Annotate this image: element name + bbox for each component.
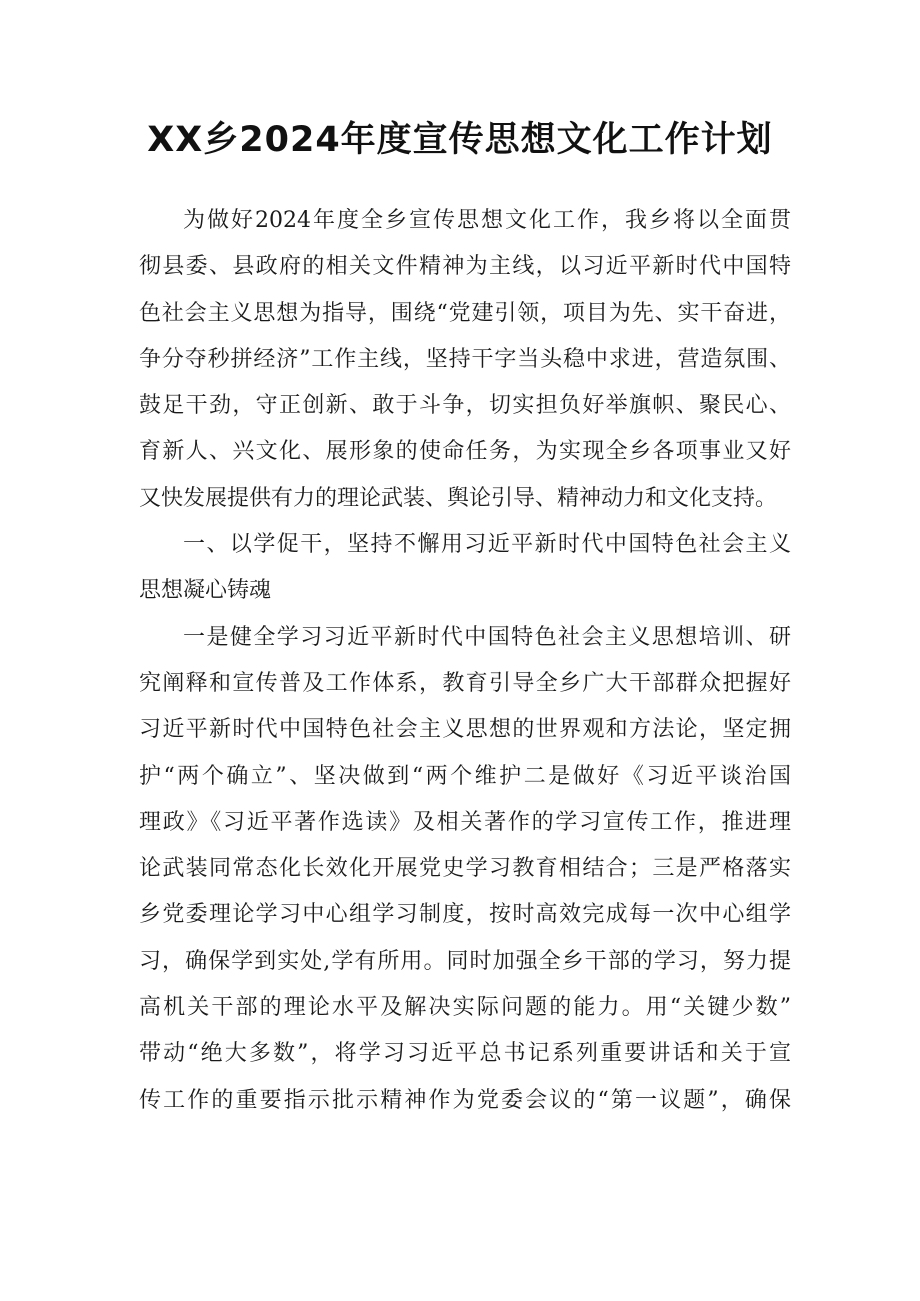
section-heading-line: 思想凝心铸魂 [139,578,272,604]
text-line: 传工作的重要指示批示精神作为党委会议的“第一议题”，确保 [139,1087,791,1113]
text-line: 色社会主义思想为指导，围绕“党建引领，项目为先、实干奋进， [139,300,791,326]
text-line: 一是健全学习习近平新时代中国特色社会主义思想培训、研 [183,624,791,650]
text-line: 习近平新时代中国特色社会主义思想的世界观和方法论，坚定拥 [139,717,791,743]
text-line: 理政》《习近平著作选读》及相关著作的学习宣传工作，推进理 [139,809,791,835]
text-line: 鼓足干劲，守正创新、敢于斗争，切实担负好举旗帜、聚民心、 [139,393,791,419]
text-line: 高机关干部的理论水平及解决实际问题的能力。用“关键少数” [139,995,791,1021]
text-line: 为做好2024年度全乡宣传思想文化工作，我乡将以全面贯 [183,208,791,233]
document-title: XX乡2024年度宣传思想文化工作计划 [147,120,773,160]
text-line: 论武装同常态化长效化开展党史学习教育相结合；三是严格落实 [139,856,791,882]
text-line: 争分夺秒拼经济”工作主线，坚持干字当头稳中求进，营造氛围、 [139,346,791,372]
text-line: 乡党委理论学习中心组学习制度，按时高效完成每一次中心组学 [139,902,791,928]
text-line: 习，确保学到实处,学有所用。同时加强全乡干部的学习，努力提 [139,948,791,974]
text-line: 又快发展提供有力的理论武装、舆论引导、精神动力和文化支持。 [139,485,778,511]
text-line: 究阐释和宣传普及工作体系，教育引导全乡广大干部群众把握好 [139,670,791,696]
document-body [139,198,791,1124]
text-line: 育新人、兴文化、展形象的使命任务，为实现全乡各项事业又好 [139,439,791,465]
text-line: 带动“绝大多数”，将学习习近平总书记系列重要讲话和关于宣 [139,1041,791,1067]
section-heading-line: 一、以学促干，坚持不懈用习近平新时代中国特色社会主义 [183,532,791,558]
text-line: 彻县委、县政府的相关文件精神为主线，以习近平新时代中国特 [139,254,791,280]
text-line: 护“两个确立”、坚决做到“两个维护二是做好《习近平谈治国 [139,763,791,789]
